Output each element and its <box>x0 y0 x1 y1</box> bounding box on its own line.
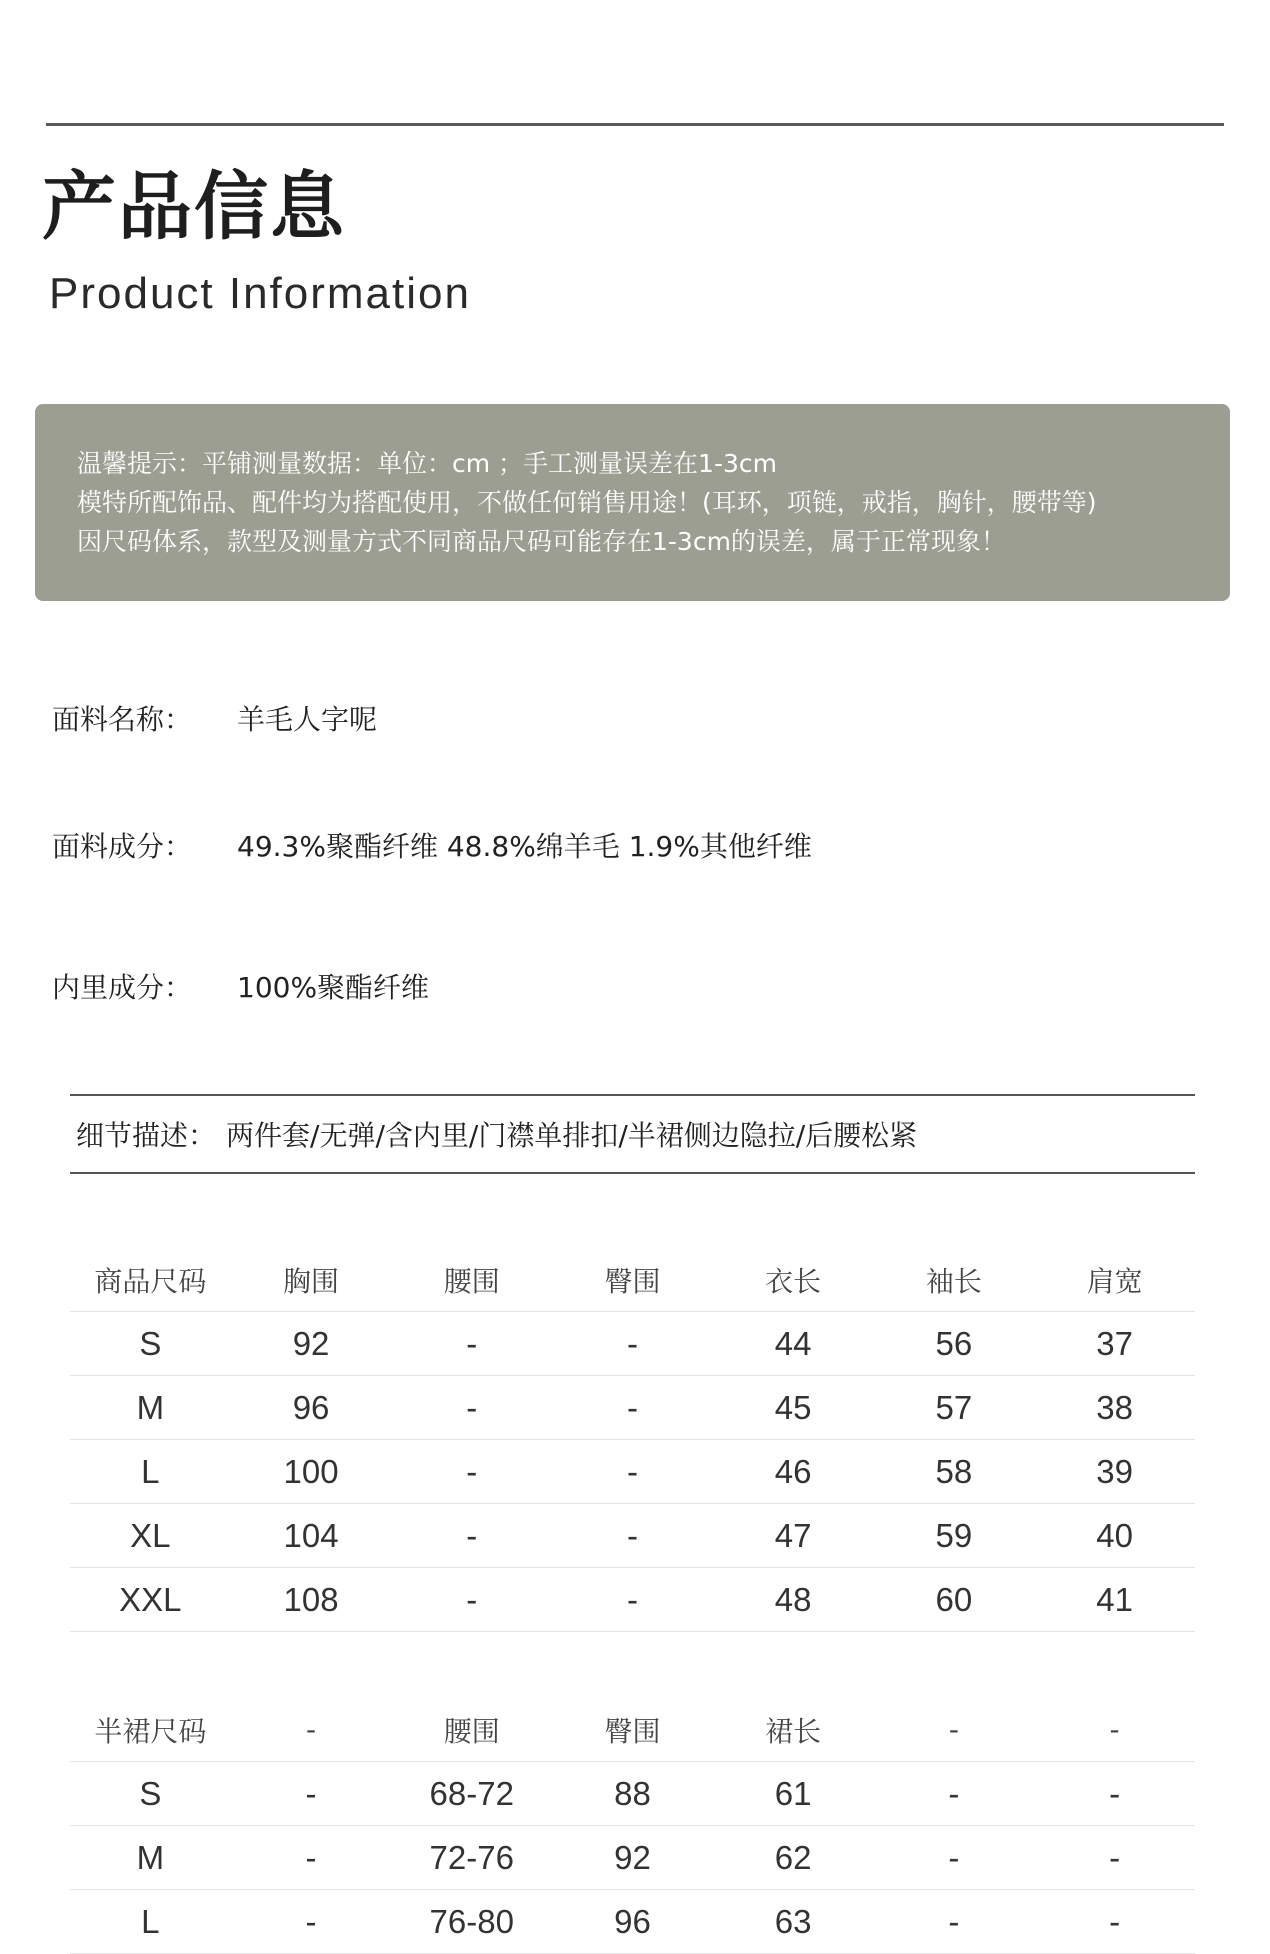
table-row <box>70 1826 1195 1890</box>
table-row <box>70 1504 1195 1568</box>
table-cell: - <box>391 1440 552 1504</box>
table-cell: 39 <box>1034 1440 1195 1504</box>
detail-description <box>70 1094 1195 1174</box>
header-cell: - <box>874 1698 1035 1762</box>
table-cell: - <box>391 1504 552 1568</box>
table-cell: 37 <box>1034 1312 1195 1376</box>
header-cell: 臀围 <box>552 1698 713 1762</box>
header-cell: 商品尺码 <box>70 1248 231 1312</box>
lining-composition-label: 内里成分： <box>52 971 193 1004</box>
header-cell: 腰围 <box>391 1248 552 1312</box>
table-cell: 48 <box>713 1568 874 1632</box>
table-cell: - <box>231 1826 392 1890</box>
table-row <box>70 1890 1195 1954</box>
fabric-name-value: 羊毛人字呢 <box>237 703 378 736</box>
header-cell: 臀围 <box>552 1248 713 1312</box>
header-cell: 胸围 <box>231 1248 392 1312</box>
fabric-name-label: 面料名称： <box>52 703 193 736</box>
table-cell: - <box>231 1762 392 1826</box>
table-cell: 41 <box>1034 1568 1195 1632</box>
table-cell: 57 <box>874 1376 1035 1440</box>
table-cell: - <box>552 1568 713 1632</box>
table-cell: - <box>552 1504 713 1568</box>
table-cell: M <box>70 1826 231 1890</box>
table-cell: 88 <box>552 1762 713 1826</box>
table-cell: - <box>391 1376 552 1440</box>
table-cell: XL <box>70 1504 231 1568</box>
size-table-skirt <box>70 1698 1195 1954</box>
table-header-row <box>70 1248 1195 1312</box>
notice-box <box>35 404 1230 601</box>
size-table-main <box>70 1248 1195 1632</box>
fabric-composition-row <box>52 830 812 863</box>
table-cell: 92 <box>231 1312 392 1376</box>
table-cell: - <box>874 1826 1035 1890</box>
table-cell: 56 <box>874 1312 1035 1376</box>
table-cell: 58 <box>874 1440 1035 1504</box>
lining-composition-value: 100%聚酯纤维 <box>237 971 430 1004</box>
fabric-name-row <box>52 703 378 736</box>
table-cell: 68-72 <box>391 1762 552 1826</box>
table-cell: 72-76 <box>391 1826 552 1890</box>
table-cell: - <box>231 1890 392 1954</box>
page-subtitle: Product Information <box>49 269 471 318</box>
table-cell: XXL <box>70 1568 231 1632</box>
table-cell: 104 <box>231 1504 392 1568</box>
notice-line: 温馨提示：平铺测量数据：单位：cm ；手工测量误差在1-3cm <box>77 449 777 478</box>
header-cell: 半裙尺码 <box>70 1698 231 1762</box>
page-title: 产品信息 <box>42 164 346 250</box>
table-cell: - <box>552 1376 713 1440</box>
table-cell: 45 <box>713 1376 874 1440</box>
table-cell: 38 <box>1034 1376 1195 1440</box>
table-cell: - <box>552 1440 713 1504</box>
table-cell: L <box>70 1890 231 1954</box>
top-divider <box>46 123 1224 126</box>
table-cell: 40 <box>1034 1504 1195 1568</box>
table-cell: 47 <box>713 1504 874 1568</box>
table-row <box>70 1568 1195 1632</box>
table-cell: - <box>1034 1826 1195 1890</box>
header-cell: 裙长 <box>713 1698 874 1762</box>
notice-line: 模特所配饰品、配件均为搭配使用，不做任何销售用途！(耳环，项链，戒指，胸针，腰带等) <box>77 488 1097 517</box>
lining-composition-row <box>52 971 430 1004</box>
table-cell: 92 <box>552 1826 713 1890</box>
header-cell: 袖长 <box>874 1248 1035 1312</box>
table-cell: 76-80 <box>391 1890 552 1954</box>
table-cell: L <box>70 1440 231 1504</box>
table-cell: S <box>70 1762 231 1826</box>
table-cell: - <box>391 1312 552 1376</box>
table-cell: - <box>1034 1762 1195 1826</box>
header-cell: - <box>231 1698 392 1762</box>
detail-value: 两件套/无弹/含内里/门襟单排扣/半裙侧边隐拉/后腰松紧 <box>226 1119 918 1152</box>
table-cell: 96 <box>231 1376 392 1440</box>
table-cell: - <box>1034 1890 1195 1954</box>
table-row <box>70 1440 1195 1504</box>
table-cell: 100 <box>231 1440 392 1504</box>
table-cell: 60 <box>874 1568 1035 1632</box>
table-cell: 44 <box>713 1312 874 1376</box>
fabric-composition-value: 49.3%聚酯纤维 48.8%绵羊毛 1.9%其他纤维 <box>237 830 812 863</box>
table-cell: 62 <box>713 1826 874 1890</box>
table-row <box>70 1762 1195 1826</box>
table-cell: 96 <box>552 1890 713 1954</box>
table-row <box>70 1312 1195 1376</box>
table-cell: - <box>552 1312 713 1376</box>
table-cell: - <box>391 1568 552 1632</box>
header-cell: - <box>1034 1698 1195 1762</box>
table-cell: 108 <box>231 1568 392 1632</box>
table-cell: - <box>874 1890 1035 1954</box>
fabric-composition-label: 面料成分： <box>52 830 193 863</box>
notice-line: 因尺码体系，款型及测量方式不同商品尺码可能存在1-3cm的误差，属于正常现象！ <box>77 527 1006 556</box>
table-cell: 46 <box>713 1440 874 1504</box>
table-row <box>70 1376 1195 1440</box>
header-cell: 肩宽 <box>1034 1248 1195 1312</box>
table-cell: M <box>70 1376 231 1440</box>
table-cell: 63 <box>713 1890 874 1954</box>
table-cell: 59 <box>874 1504 1035 1568</box>
table-cell: S <box>70 1312 231 1376</box>
table-header-row <box>70 1698 1195 1762</box>
table-cell: 61 <box>713 1762 874 1826</box>
header-cell: 衣长 <box>713 1248 874 1312</box>
header-cell: 腰围 <box>391 1698 552 1762</box>
table-cell: - <box>874 1762 1035 1826</box>
detail-label: 细节描述： <box>76 1119 217 1152</box>
